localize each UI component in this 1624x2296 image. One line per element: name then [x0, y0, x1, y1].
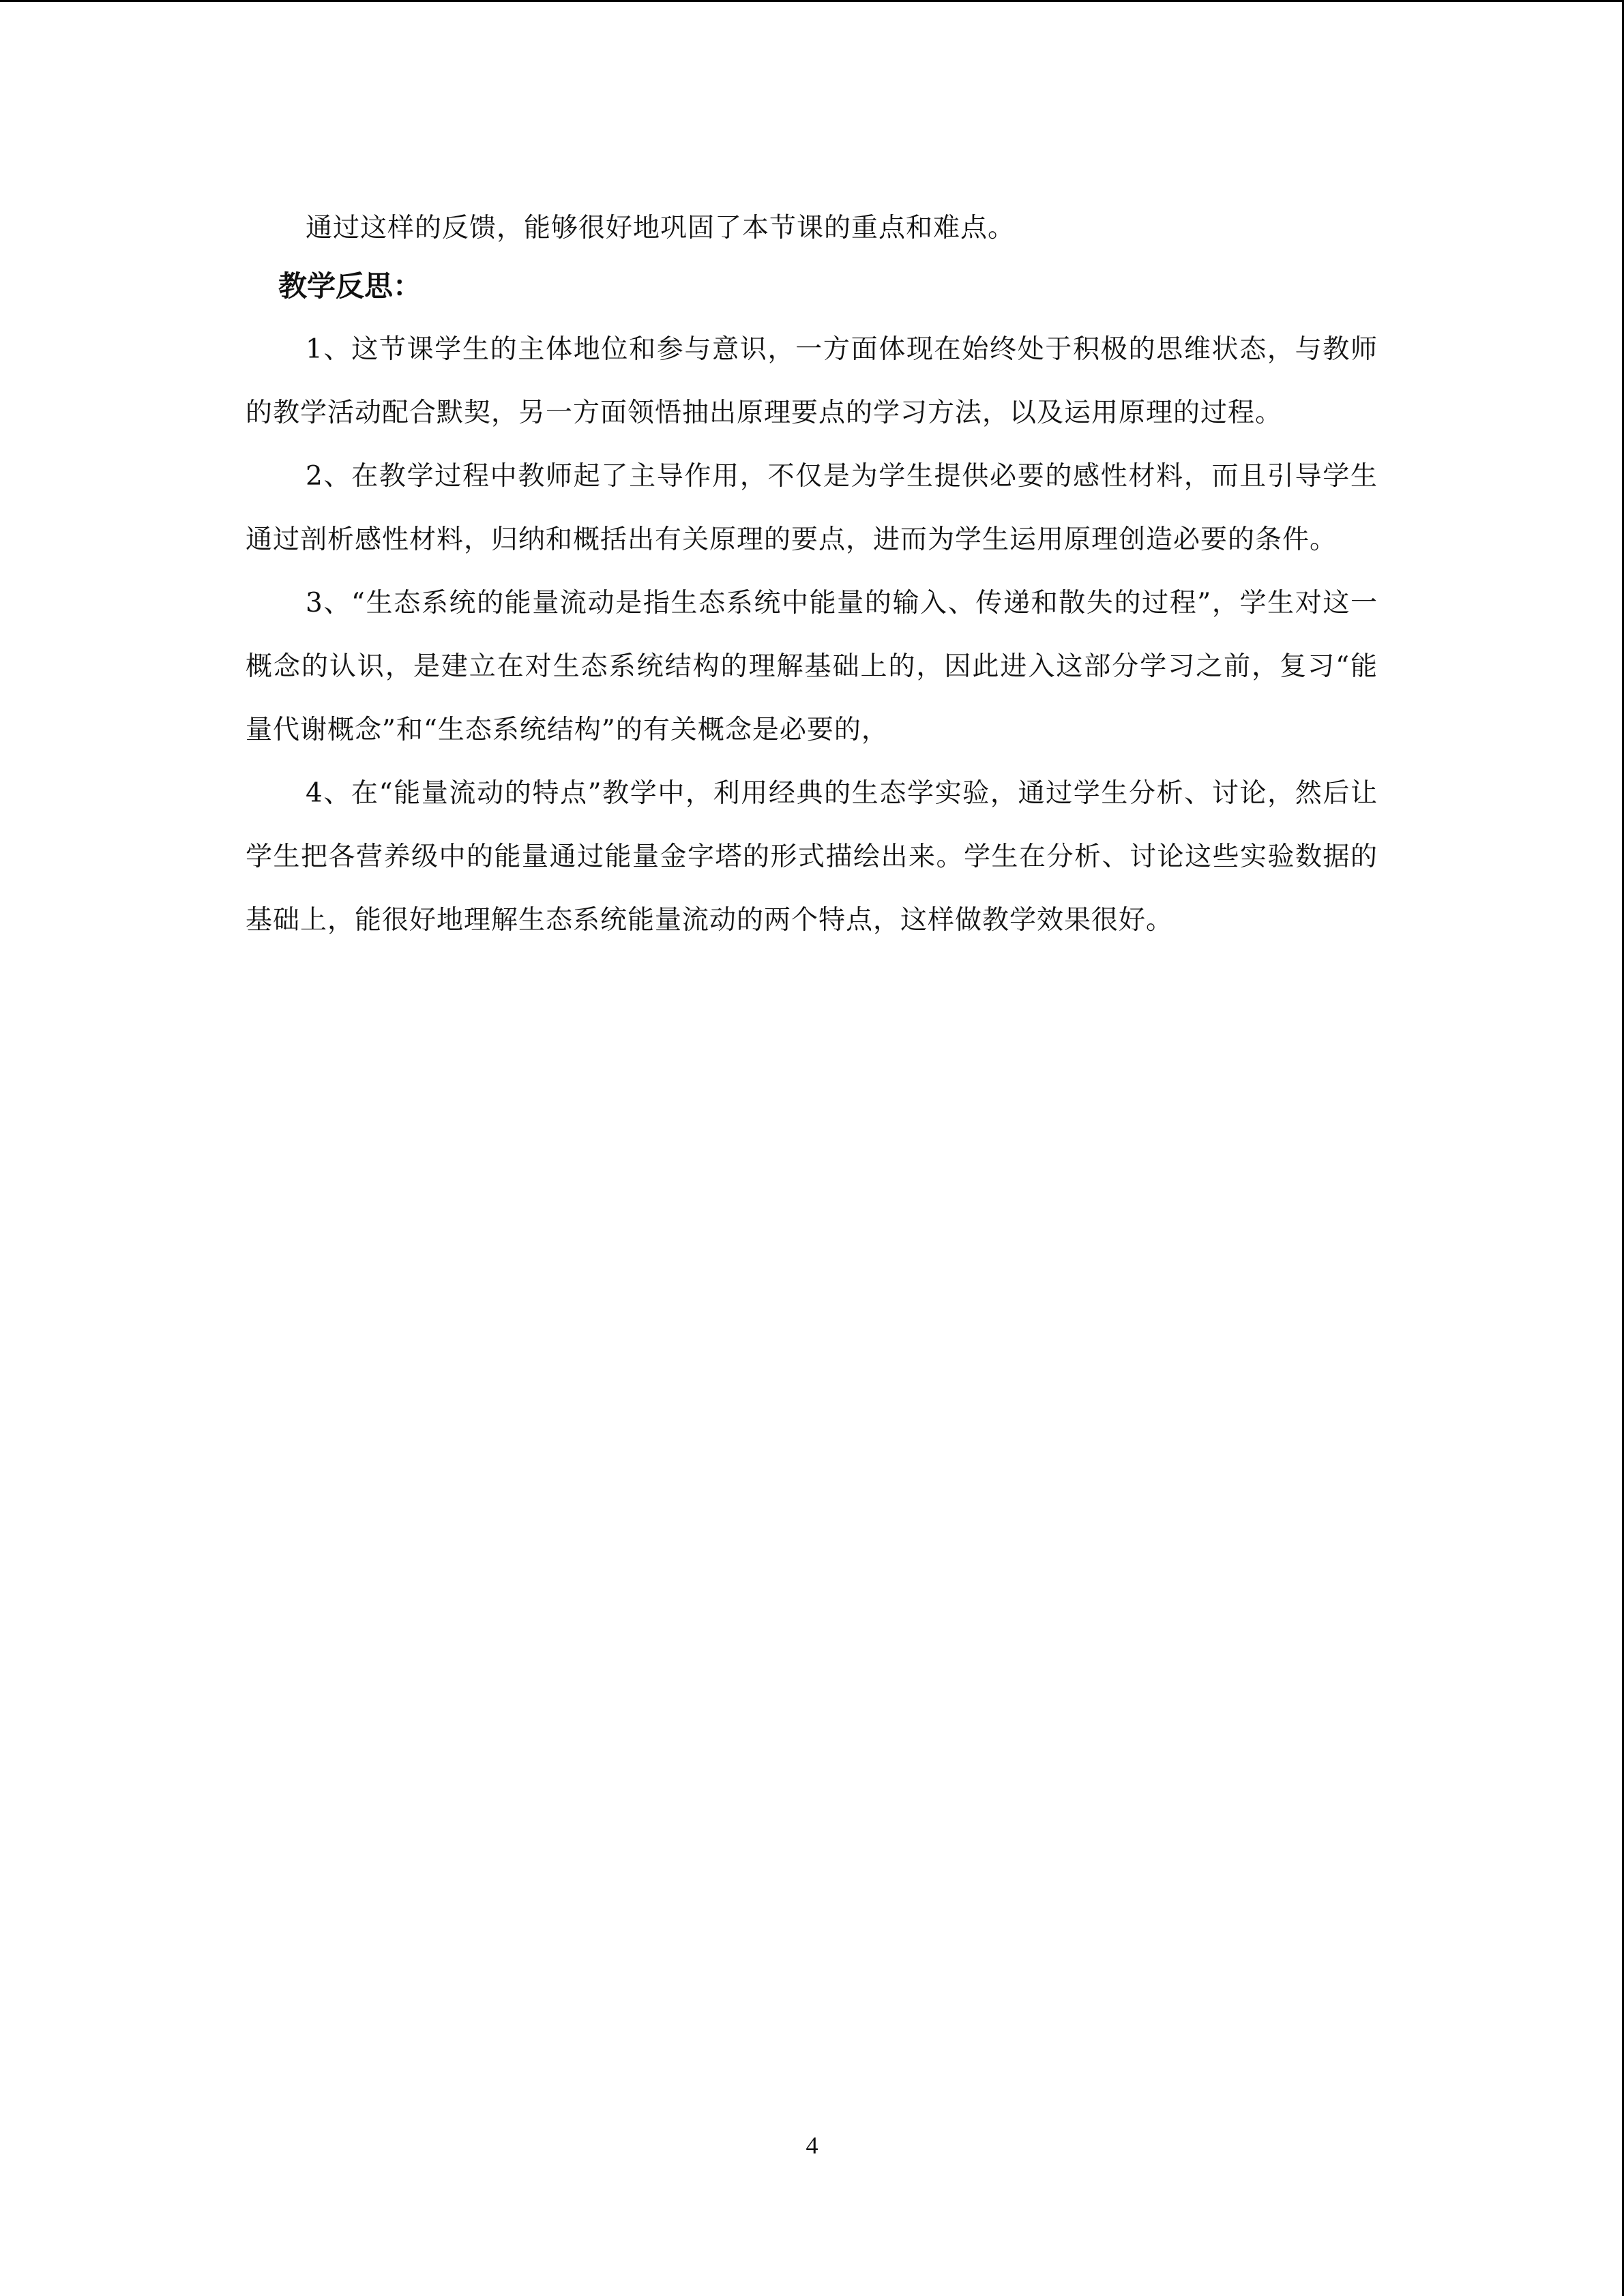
reflection-paragraph-2: 2、在教学过程中教师起了主导作用，不仅是为学生提供必要的感性材料，而且引导学生通过剖析感性材料，归纳和概括出有关原理的要点，进而为学生运用原理创造必要的条件。	[246, 461, 1378, 555]
document-page	[246, 205, 1378, 952]
reflection-paragraph-4: 4、在“能量流动的特点”教学中，利用经典的生态学实验，通过学生分析、讨论，然后让学生把各营养级中的能量通过能量金字塔的形式描绘出来。学生在分析、讨论这些实验数据的基础上，能很好地理解生态系统能量流动的两个特点，这样做教学效果很好。	[246, 778, 1378, 936]
page-top-border	[0, 0, 1624, 2]
section-heading: 教学反思：	[278, 269, 422, 303]
reflection-paragraph-3: 3、“生态系统的能量流动是指生态系统中能量的输入、传递和散失的过程”，学生对这一概念的认识，是建立在对生态系统结构的理解基础上的，因此进入这部分学习之前，复习“能量代谢概念”和“生态系统结构”的有关概念是必要的，	[246, 588, 1378, 745]
page-number: 4	[806, 2132, 818, 2159]
reflection-paragraph-1: 1、这节课学生的主体地位和参与意识，一方面体现在始终处于积极的思维状态，与教师的教学活动配合默契，另一方面领悟抽出原理要点的学习方法，以及运用原理的过程。	[246, 334, 1378, 428]
intro-paragraph: 通过这样的反馈，能够很好地巩固了本节课的重点和难点。	[306, 213, 1016, 243]
